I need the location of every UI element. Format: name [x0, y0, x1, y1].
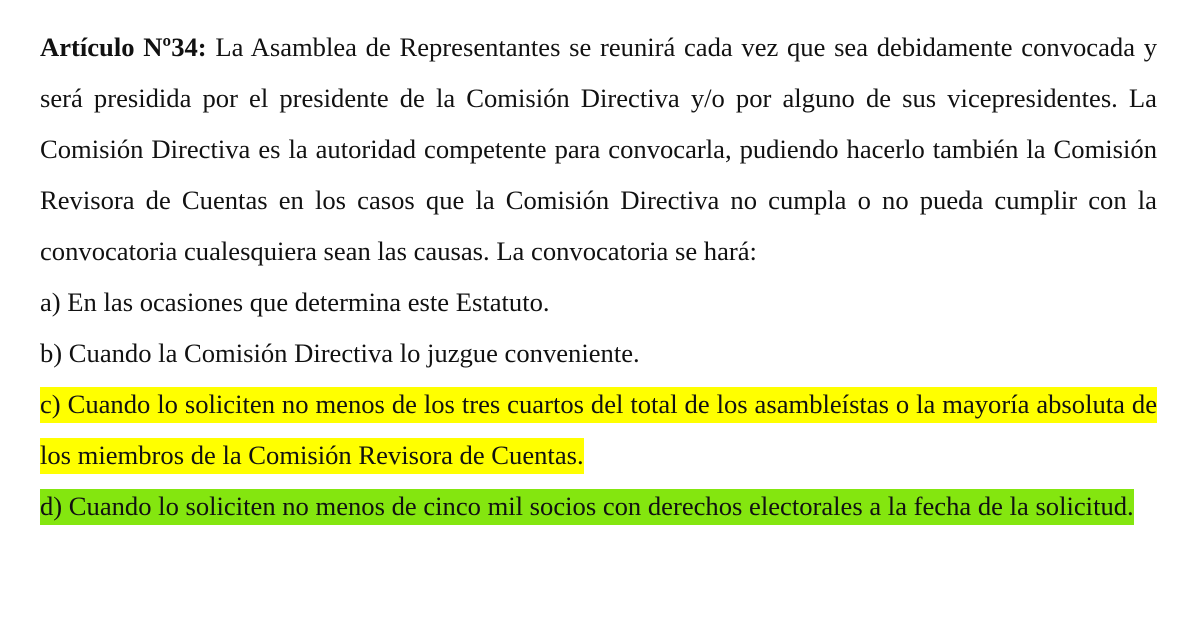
- list-item-b-text: b) Cuando la Comisión Directiva lo juzgue conveniente.: [40, 338, 640, 368]
- list-item-c-highlighted-text: c) Cuando lo soliciten no menos de los tres cuartos del total de los asambleístas o la mayoría absoluta de los miembros de la Comisión Revisora de Cuentas.: [40, 387, 1157, 474]
- list-item-d-highlighted-text: d) Cuando lo soliciten no menos de cinco mil socios con derechos electorales a la fecha de la solicitud.: [40, 489, 1134, 525]
- article-text: La Asamblea de Representantes se reunirá cada vez que sea debidamente convocada y será presidida por el presidente de la Comisión Directiva y/o por alguno de sus vicepresidentes. La Comisión Directiva es la autoridad competente para convocarla, pudiendo hacerlo también la Comisión Revisora de Cuentas en los casos que la Comisión Directiva no cumpla o no pueda cumplir con la convocatoria cualesquiera sean las causas. La convocatoria se hará:: [40, 32, 1157, 266]
- document-body: [40, 22, 1157, 532]
- article-paragraph: [40, 22, 1157, 277]
- list-item-a-text: a) En las ocasiones que determina este Estatuto.: [40, 287, 550, 317]
- list-item-d: [40, 481, 1157, 532]
- list-item-c: [40, 379, 1157, 481]
- list-item-a: [40, 277, 1157, 328]
- article-label: Artículo Nº34:: [40, 32, 207, 62]
- list-item-b: [40, 328, 1157, 379]
